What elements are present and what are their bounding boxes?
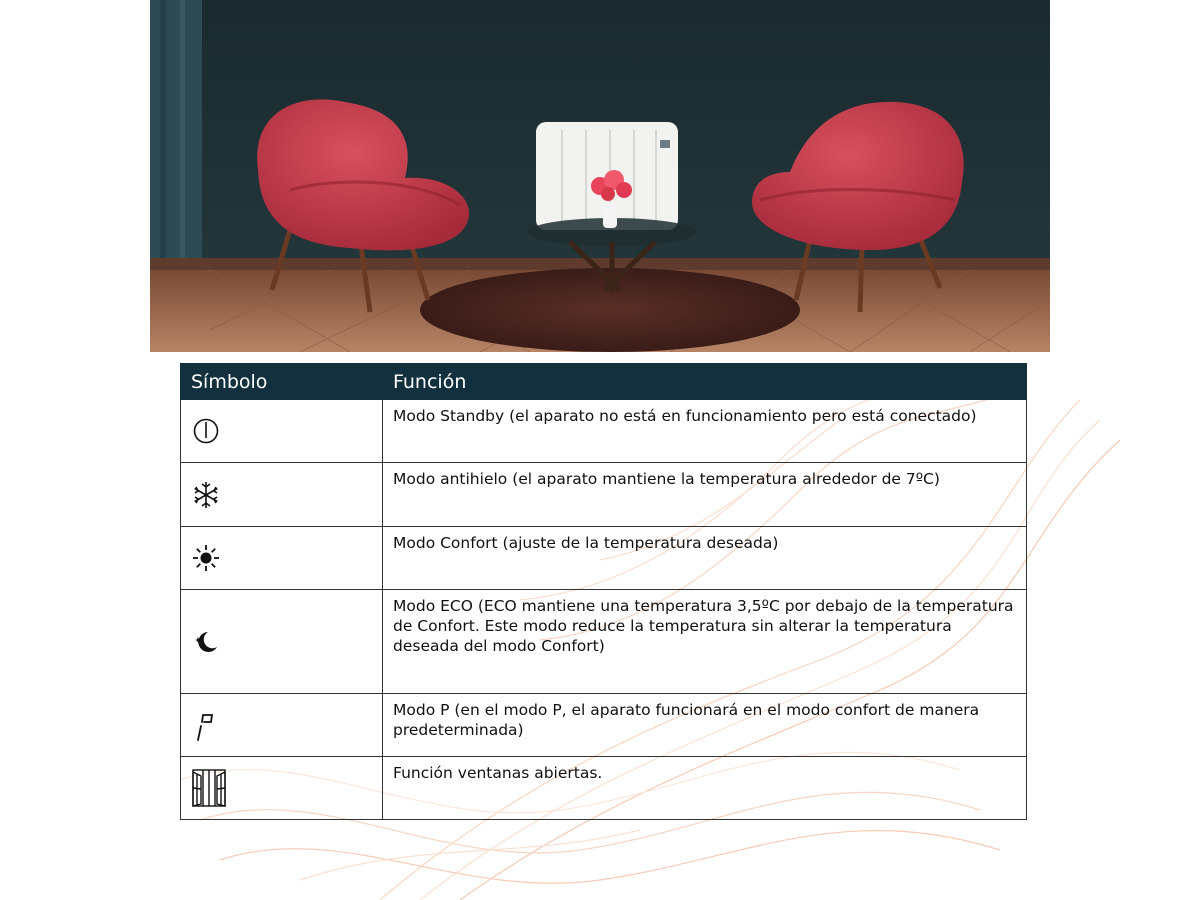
table-row (181, 757, 1027, 820)
function-text: Función ventanas abiertas. (383, 757, 1027, 820)
table-row (181, 400, 1027, 463)
function-text: Modo antihielo (el aparato mantiene la temperatura alrededor de 7ºC) (383, 463, 1027, 527)
program-p-icon (191, 708, 221, 742)
table-row (181, 694, 1027, 757)
symbol-cell (181, 757, 383, 820)
power-standby-icon (191, 416, 221, 446)
function-text: Modo Confort (ajuste de la temperatura deseada) (383, 527, 1027, 590)
hero-room-photo (150, 0, 1050, 352)
sun-icon (191, 543, 221, 573)
function-text: Modo P (en el modo P, el aparato funcionará en el modo confort de manera predeterminada) (383, 694, 1027, 757)
function-text: Modo Standby (el aparato no está en funcionamiento pero está conectado) (383, 400, 1027, 463)
table-row (181, 463, 1027, 527)
header-function: Función (383, 364, 1027, 400)
header-symbol: Símbolo (181, 364, 383, 400)
moon-star-icon (191, 627, 221, 657)
snowflake-icon (191, 480, 221, 510)
symbol-cell (181, 590, 383, 694)
table-row (181, 527, 1027, 590)
symbol-cell (181, 463, 383, 527)
table-header-row (181, 364, 1027, 400)
function-text: Modo ECO (ECO mantiene una temperatura 3,5ºC por debajo de la temperatura de Confort. Este modo reduce la temperatura sin alterar la temperatura deseada del modo Confort) (383, 590, 1027, 694)
symbols-table (180, 363, 1027, 820)
symbol-cell (181, 400, 383, 463)
symbol-cell (181, 694, 383, 757)
symbol-cell (181, 527, 383, 590)
open-window-icon (191, 768, 227, 808)
table-row (181, 590, 1027, 694)
